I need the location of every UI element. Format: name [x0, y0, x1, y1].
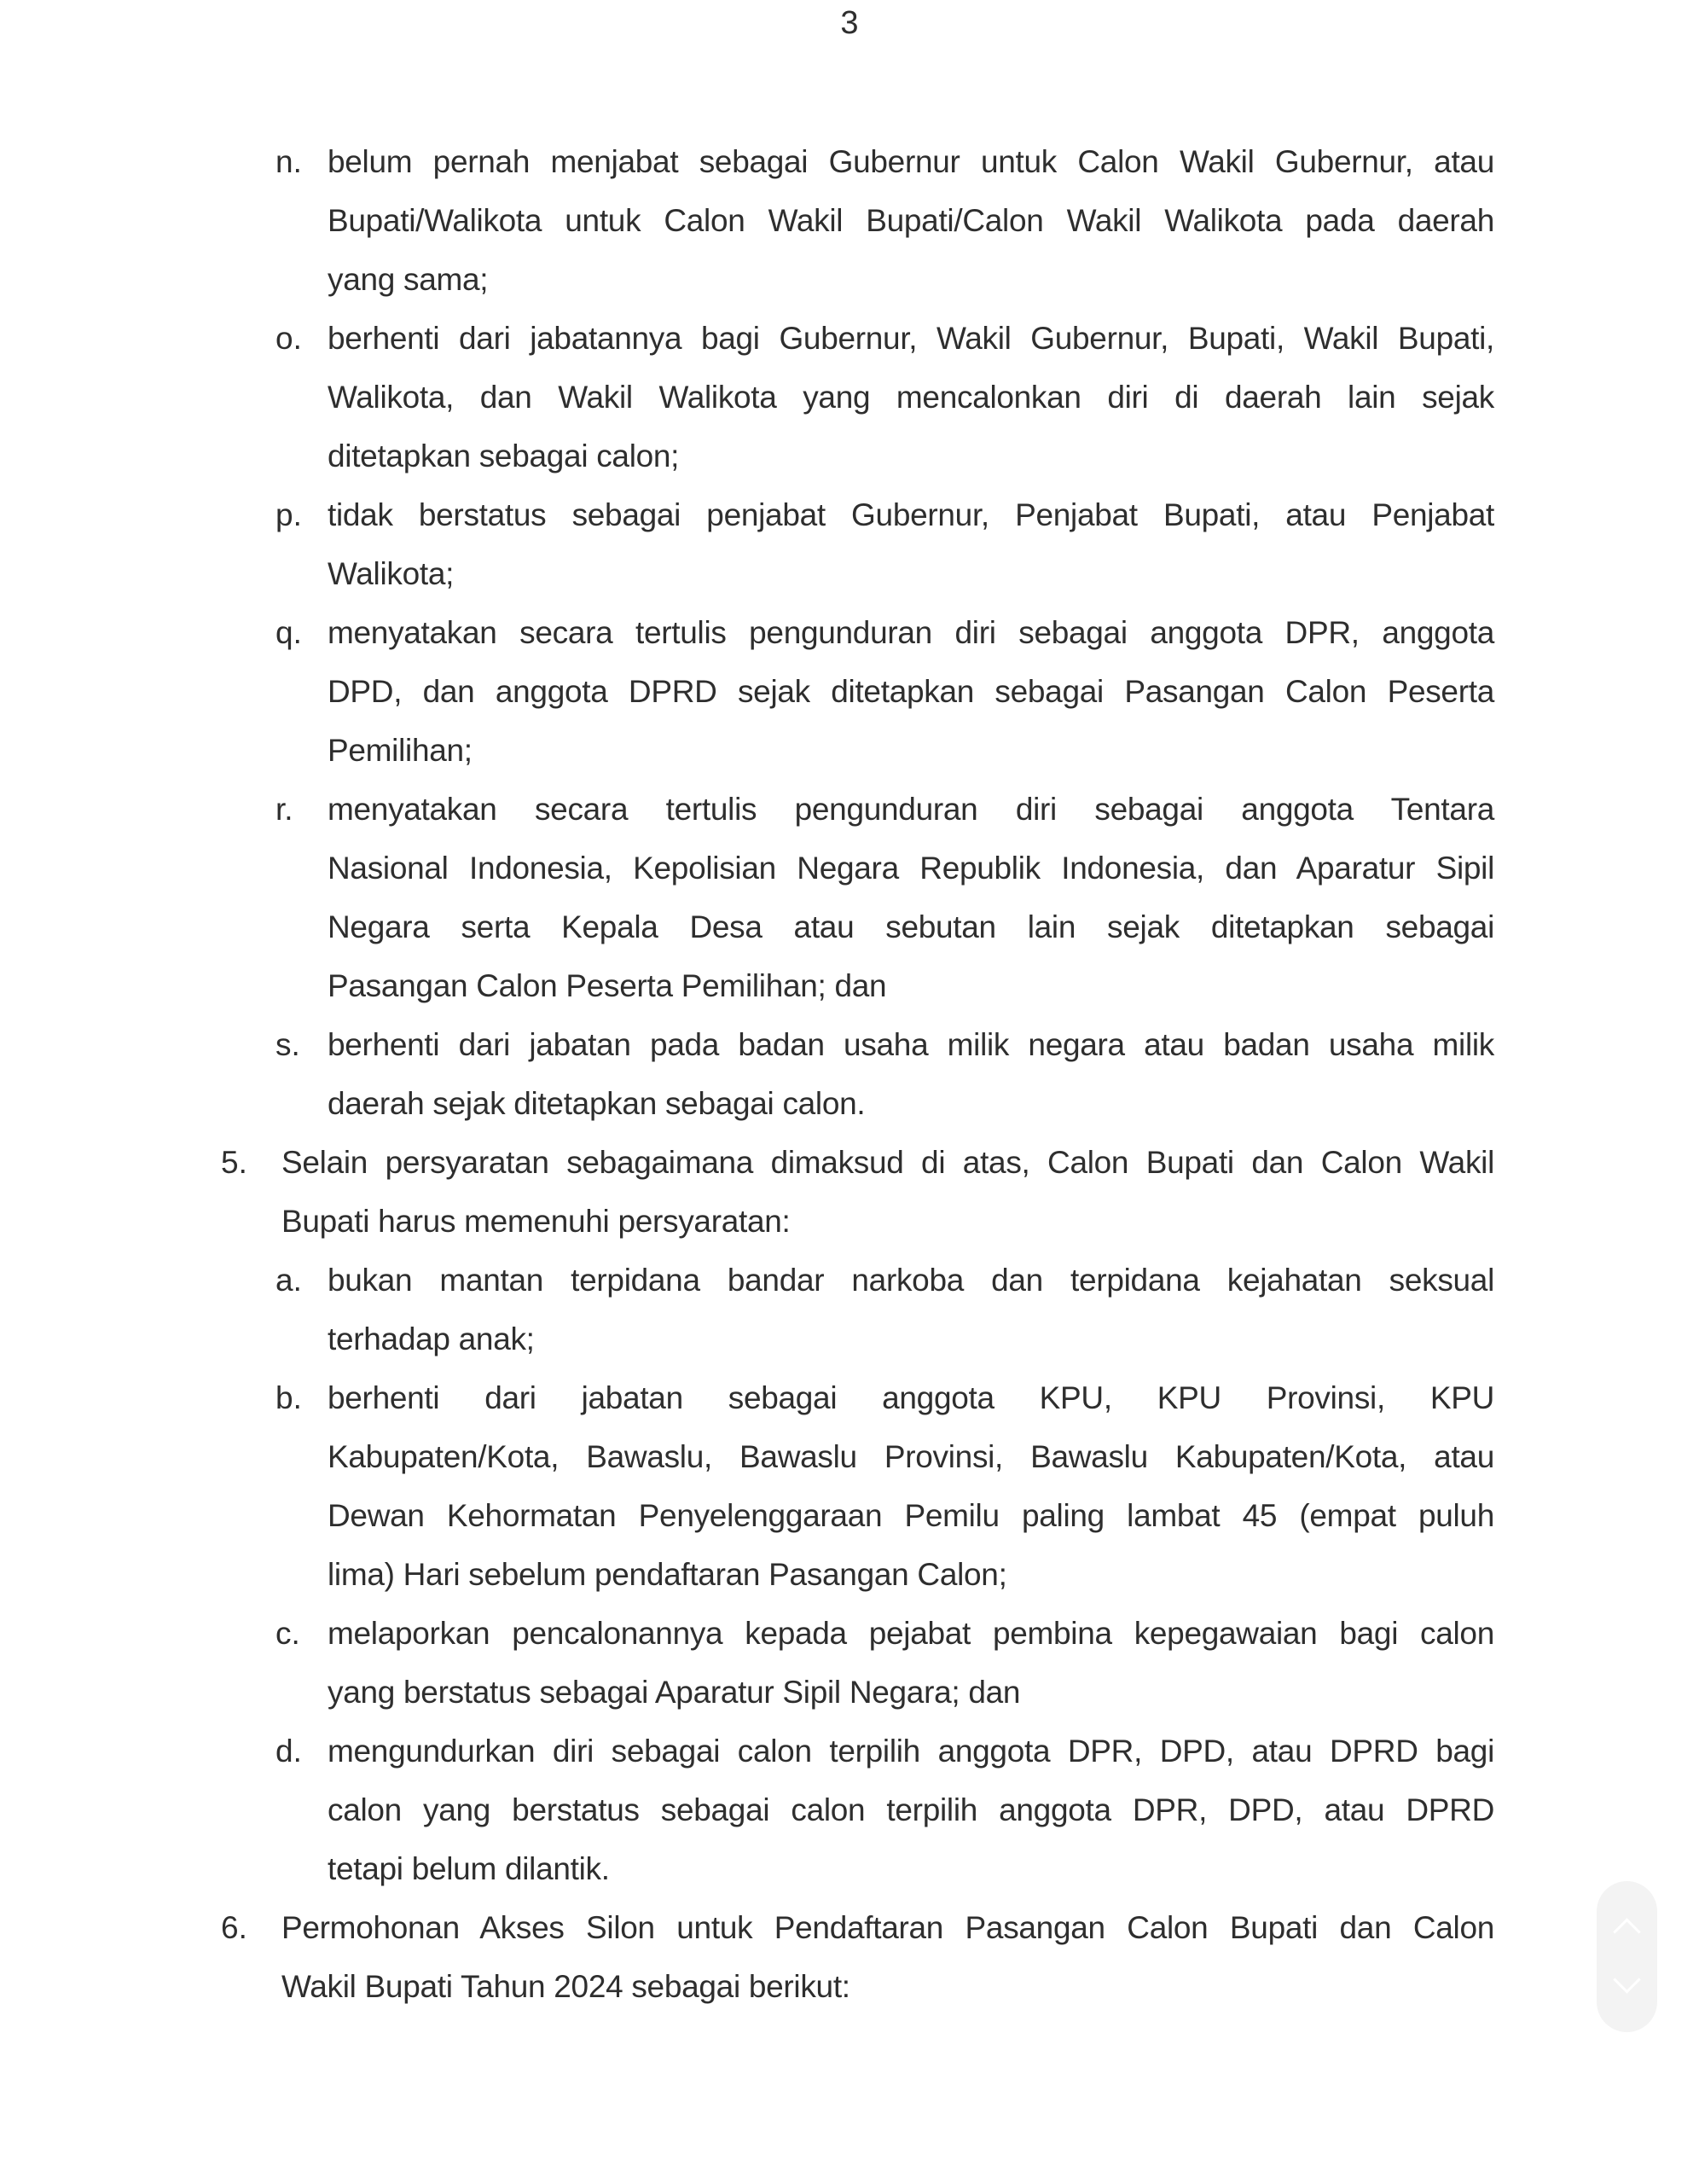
text-line: berhenti dari jabatannya bagi Gubernur, Wakil Gubernur, Bupati, Wakil Bupati,	[328, 321, 1494, 356]
sub-list-item	[0, 1015, 1699, 1133]
list-item-number: r.	[275, 792, 293, 827]
text-line: Bupati harus memenuhi persyaratan:	[281, 1204, 791, 1239]
list-item-text	[328, 1251, 1494, 1368]
text-line: yang sama;	[328, 262, 489, 297]
list-item-number: s.	[275, 1027, 300, 1062]
text-line: ditetapkan sebagai calon;	[328, 439, 680, 473]
text-line: terhadap anak;	[328, 1321, 535, 1356]
list-item-text	[328, 132, 1494, 309]
list-item-number: p.	[275, 497, 302, 532]
text-line: Pemilihan;	[328, 733, 473, 768]
chevron-up-icon[interactable]	[1613, 1918, 1641, 1946]
text-line: berhenti dari jabatan pada badan usaha milik negara atau badan usaha milik	[328, 1027, 1494, 1062]
text-line: Negara serta Kepala Desa atau sebutan lain sejak ditetapkan sebagai	[328, 909, 1494, 944]
text-line: tidak berstatus sebagai penjabat Gubernur, Penjabat Bupati, atau Penjabat	[328, 497, 1494, 532]
sub-list-item	[0, 485, 1699, 603]
text-line: Pasangan Calon Peserta Pemilihan; dan	[328, 968, 887, 1003]
list-item-text	[281, 1898, 1494, 2016]
list-item-text	[281, 1133, 1494, 1251]
sub-list-item	[0, 309, 1699, 485]
list-item	[0, 1898, 1699, 2016]
text-line: Wakil Bupati Tahun 2024 sebagai berikut:	[281, 1969, 850, 2004]
text-line: calon yang berstatus sebagai calon terpilih anggota DPR, DPD, atau DPRD	[328, 1792, 1494, 1827]
list-item-number: a.	[275, 1263, 302, 1298]
sub-list-item	[0, 1368, 1699, 1604]
list-item	[0, 1133, 1699, 1251]
list-item-text	[328, 1722, 1494, 1898]
text-line: Nasional Indonesia, Kepolisian Negara Republik Indonesia, dan Aparatur Sipil	[328, 851, 1494, 886]
document-body	[0, 132, 1699, 2016]
text-line: menyatakan secara tertulis pengunduran diri sebagai anggota Tentara	[328, 792, 1494, 827]
list-item-text	[328, 1368, 1494, 1604]
list-item-text	[328, 309, 1494, 485]
list-item-number: o.	[275, 321, 302, 356]
list-item-text	[328, 603, 1494, 780]
list-item-text	[328, 1015, 1494, 1133]
text-line: mengundurkan diri sebagai calon terpilih anggota DPR, DPD, atau DPRD bagi	[328, 1734, 1494, 1769]
list-item-text	[328, 780, 1494, 1015]
sub-list-item	[0, 132, 1699, 309]
list-item-number: d.	[275, 1734, 302, 1769]
text-line: Permohonan Akses Silon untuk Pendaftaran Pasangan Calon Bupati dan Calon	[281, 1910, 1494, 1945]
text-line: Selain persyaratan sebagaimana dimaksud di atas, Calon Bupati dan Calon Wakil	[281, 1145, 1494, 1180]
text-line: belum pernah menjabat sebagai Gubernur untuk Calon Wakil Gubernur, atau	[328, 144, 1494, 179]
text-line: menyatakan secara tertulis pengunduran diri sebagai anggota DPR, anggota	[328, 615, 1494, 650]
list-item-number: 6.	[221, 1910, 247, 1945]
sub-list-item	[0, 1722, 1699, 1898]
text-line: lima) Hari sebelum pendaftaran Pasangan Calon;	[328, 1557, 1007, 1592]
text-line: berhenti dari jabatan sebagai anggota KPU, KPU Provinsi, KPU	[328, 1380, 1494, 1415]
sub-list-item	[0, 603, 1699, 780]
list-item-number: q.	[275, 615, 302, 650]
page-scroll-control[interactable]	[1597, 1881, 1657, 2032]
text-line: yang berstatus sebagai Aparatur Sipil Negara; dan	[328, 1675, 1021, 1710]
list-item-text	[328, 1604, 1494, 1722]
text-line: bukan mantan terpidana bandar narkoba dan terpidana kejahatan seksual	[328, 1263, 1494, 1298]
list-item-number: n.	[275, 144, 302, 179]
text-line: DPD, dan anggota DPRD sejak ditetapkan sebagai Pasangan Calon Peserta	[328, 674, 1494, 709]
list-item-text	[328, 485, 1494, 603]
chevron-down-icon[interactable]	[1613, 1966, 1641, 1994]
text-line: Walikota, dan Wakil Walikota yang mencalonkan diri di daerah lain sejak	[328, 380, 1494, 415]
sub-list-item	[0, 780, 1699, 1015]
list-item-number: c.	[275, 1616, 300, 1651]
text-line: tetapi belum dilantik.	[328, 1851, 610, 1886]
text-line: melaporkan pencalonannya kepada pejabat pembina kepegawaian bagi calon	[328, 1616, 1494, 1651]
text-line: daerah sejak ditetapkan sebagai calon.	[328, 1086, 866, 1121]
text-line: Dewan Kehormatan Penyelenggaraan Pemilu paling lambat 45 (empat puluh	[328, 1498, 1494, 1533]
sub-list-item	[0, 1604, 1699, 1722]
page-number: 3	[840, 5, 859, 41]
text-line: Walikota;	[328, 556, 455, 591]
sub-list-item	[0, 1251, 1699, 1368]
list-item-number: 5.	[221, 1145, 247, 1180]
text-line: Bupati/Walikota untuk Calon Wakil Bupati/Calon Wakil Walikota pada daerah	[328, 203, 1494, 238]
text-line: Kabupaten/Kota, Bawaslu, Bawaslu Provinsi, Bawaslu Kabupaten/Kota, atau	[328, 1439, 1494, 1474]
list-item-number: b.	[275, 1380, 302, 1415]
